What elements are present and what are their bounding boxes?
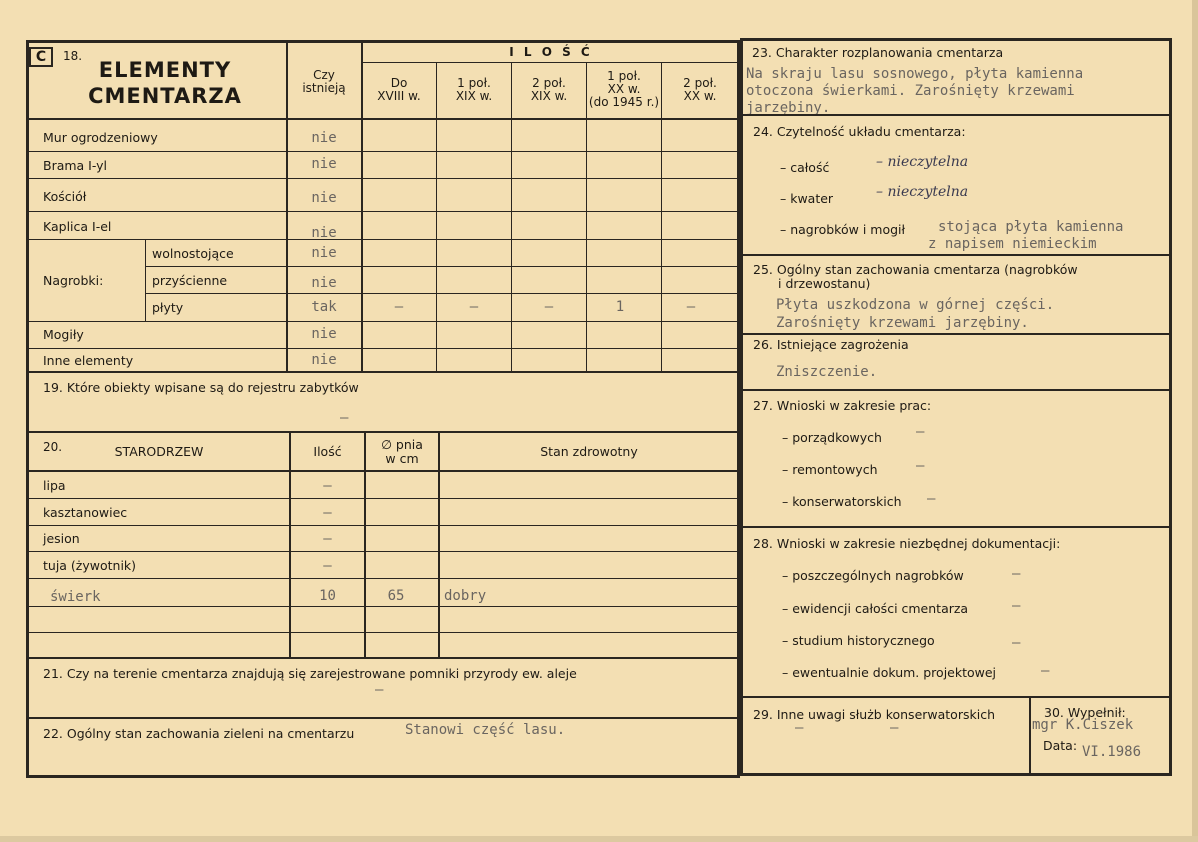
tree-name: lipa [43, 478, 66, 493]
row-divider [26, 632, 740, 633]
divider [740, 114, 1172, 116]
q20-col-diam: ∅ pnia w cm [381, 437, 423, 466]
exists-value: nie [311, 245, 337, 261]
tree-name: świerk [50, 589, 101, 605]
q22-value: Stanowi część lasu. [405, 722, 566, 738]
divider [438, 431, 440, 658]
period-header: 1 poł. XX w. (do 1945 r.) [588, 69, 660, 109]
plyty-count: 1 [615, 299, 625, 315]
q27-item-label: – remontowych [782, 462, 878, 477]
exists-value: nie [311, 326, 337, 342]
q24-nagrobkow-line: z napisem niemieckim [928, 236, 1097, 252]
row-divider [26, 321, 740, 322]
q24-calosc-label: – całość [780, 160, 830, 175]
q28-item-value: – [1041, 663, 1050, 679]
col-exists-header: Czy istnieją [302, 68, 346, 95]
section-number: 18. [63, 49, 83, 63]
q24-label: 24. Czytelność układu cmentarza: [753, 124, 966, 139]
period-header: 2 poł. XIX w. [530, 76, 568, 103]
q25-line: Płyta uszkodzona w górnej części. [776, 297, 1055, 313]
row-divider [26, 525, 740, 526]
divider [661, 62, 662, 372]
divider [361, 62, 740, 63]
card-edge-bottom [0, 836, 1198, 842]
plyty-count: – [469, 299, 479, 315]
tree-count: – [323, 478, 332, 494]
tree-count: 10 [319, 588, 336, 604]
q28-item-label: – poszczególnych nagrobków [782, 568, 964, 583]
q28-item-label: – studium historycznego [782, 633, 935, 648]
divider [1029, 696, 1031, 776]
tree-name: tuja (żywotnik) [43, 558, 137, 573]
row-divider [26, 498, 740, 499]
row-divider [26, 578, 740, 579]
divider [436, 62, 437, 372]
q29-label: 29. Inne uwagi służb konserwatorskich [753, 707, 995, 722]
q28-label: 28. Wnioski w zakresie niezbędnej dokumentacji: [753, 536, 1061, 551]
section-title-line1: ELEMENTY [98, 58, 232, 82]
divider [26, 118, 740, 120]
q27-item-value: – [916, 424, 925, 440]
row-label: wolnostojące [152, 246, 234, 261]
q30-date-label: Data: [1043, 738, 1078, 753]
q26-label: 26. Istniejące zagrożenia [753, 337, 909, 352]
exists-value: nie [311, 275, 337, 291]
row-label: Inne elementy [43, 353, 134, 368]
ilosc-header: I L O Ś Ć [509, 45, 593, 59]
q30-label: 30. Wypełnił: [1044, 705, 1126, 720]
q27-item-value: – [927, 491, 936, 507]
q30-name: mgr K.Ciszek [1032, 717, 1134, 733]
section-letter: C [35, 49, 47, 65]
q21-label: 21. Czy na terenie cmentarza znajdują się zarejestrowane pomniki przyrody ew. aleje [43, 666, 577, 681]
row-divider [26, 606, 740, 607]
divider [740, 696, 1172, 698]
divider [740, 254, 1172, 256]
q29-value: – [795, 720, 804, 736]
tree-diam: 65 [387, 588, 405, 604]
q23-line: otoczona świerkami. Zarośnięty krzewami [746, 83, 1075, 99]
plyty-count: – [544, 299, 554, 315]
period-header: 1 poł. XIX w. [455, 76, 493, 103]
q19-value: – [340, 410, 349, 426]
q27-item-value: – [916, 458, 925, 474]
exists-value: nie [311, 156, 337, 172]
q25-label-line1: 25. Ogólny stan zachowania cmentarza (nagrobków [753, 262, 1078, 277]
exists-value: nie [311, 352, 337, 368]
q24-kwater-value: – nieczytelna [876, 184, 969, 200]
q23-line: jarzębiny. [746, 100, 831, 116]
divider [740, 526, 1172, 528]
plyty-count: – [394, 299, 404, 315]
q27-item-label: – konserwatorskich [782, 494, 902, 509]
divider [26, 431, 740, 433]
tree-count: – [323, 558, 332, 574]
row-divider [26, 348, 740, 349]
row-label: Brama I-yl [43, 158, 108, 173]
tree-count: – [323, 531, 332, 547]
divider [740, 389, 1172, 391]
divider [145, 239, 146, 321]
divider [26, 657, 740, 659]
row-label: Mogiły [43, 327, 84, 342]
row-label: przyścienne [152, 273, 228, 288]
tree-name: kasztanowiec [43, 505, 128, 520]
exists-value: nie [311, 190, 337, 206]
q19-label: 19. Które obiekty wpisane są do rejestru zabytków [43, 380, 359, 395]
row-divider [26, 239, 740, 240]
q25-label-line2: i drzewostanu) [778, 276, 871, 291]
divider [26, 717, 740, 719]
divider [740, 333, 1172, 335]
row-label: Mur ogrodzeniowy [43, 130, 158, 145]
q28-item-value: – [1012, 635, 1021, 651]
q24-nagrobkow-line: stojąca płyta kamienna [938, 219, 1124, 235]
tree-count: – [323, 505, 332, 521]
row-divider [145, 293, 740, 294]
q24-nagrobkow-label: – nagrobków i mogił [780, 222, 906, 237]
q23-line: Na skraju lasu sosnowego, płyta kamienna [746, 66, 1084, 82]
divider [511, 62, 512, 372]
plyty-count: – [686, 299, 696, 315]
row-label: Kościół [43, 189, 87, 204]
q28-item-value: – [1012, 598, 1021, 614]
nagrobki-label: Nagrobki: [43, 273, 104, 288]
q21-value: – [375, 682, 384, 698]
tree-name: jesion [43, 531, 80, 546]
q20-col-count: Ilość [313, 444, 342, 459]
q22-label: 22. Ogólny stan zachowania zieleni na cmentarzu [43, 726, 355, 741]
row-label: Kaplica I-el [43, 219, 112, 234]
q25-line: Zarośnięty krzewami jarzębiny. [776, 315, 1029, 331]
q27-label: 27. Wnioski w zakresie prac: [753, 398, 932, 413]
q29-value: – [890, 720, 899, 736]
q23-label: 23. Charakter rozplanowania cmentarza [752, 45, 1004, 60]
period-header: 2 poł. XX w. [683, 76, 717, 103]
q28-item-label: – ewidencji całości cmentarza [782, 601, 969, 616]
exists-value: tak [311, 299, 337, 315]
q30-date-value: VI.1986 [1082, 744, 1142, 760]
divider [26, 470, 740, 472]
card-edge-right [1192, 0, 1198, 842]
q28-item-label: – ewentualnie dokum. projektowej [782, 665, 997, 680]
q20-number: 20. [43, 440, 63, 454]
row-divider [26, 211, 740, 212]
q20-title: STARODRZEW [114, 444, 204, 459]
period-header: Do XVIII w. [377, 76, 421, 103]
divider [26, 371, 740, 373]
tree-health: dobry [444, 588, 487, 604]
section-title-line2: CMENTARZA [88, 84, 242, 108]
row-divider [26, 551, 740, 552]
exists-value: nie [311, 225, 337, 241]
q26-value: Zniszczenie. [776, 364, 878, 380]
q20-col-health: Stan zdrowotny [540, 444, 638, 459]
section-letter-box [29, 47, 53, 67]
exists-value: nie [311, 130, 337, 146]
row-divider [26, 151, 740, 152]
row-divider [26, 178, 740, 179]
row-divider [145, 266, 740, 267]
q27-item-label: – porządkowych [782, 430, 882, 445]
q28-item-value: – [1012, 566, 1021, 582]
row-label: płyty [152, 300, 184, 315]
q24-kwater-label: – kwater [780, 191, 834, 206]
q24-calosc-value: – nieczytelna [876, 154, 969, 170]
